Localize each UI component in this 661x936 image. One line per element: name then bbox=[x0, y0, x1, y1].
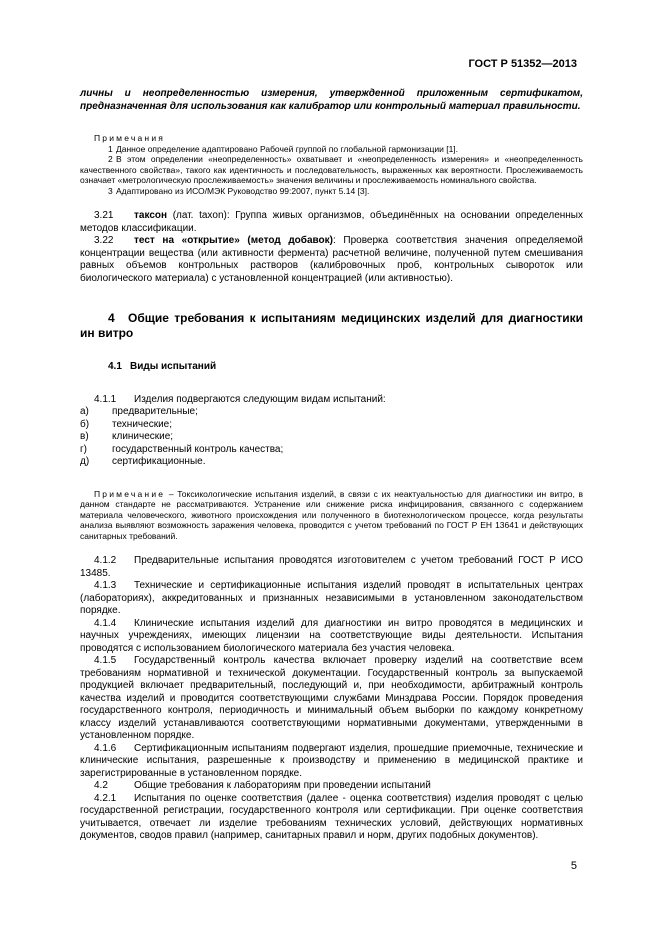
note-item: 1 Данное определение адаптировано Рабочей группой по глобальной гармонизации [1]. bbox=[108, 143, 459, 154]
list-item: а) предварительные; bbox=[80, 406, 198, 417]
term-3-21: 3.21 таксон (лат. taxon): Группа живых организмов, объединённых на основании определенных методов классификации. bbox=[80, 210, 583, 234]
note-toxicology: Примечание – Токсикологические испытания изделий, в связи с их неактуальностью для диагностики ин витро, в данном стандарте не рассматриваются. Устранение или снижение риска инфицирования, связанного с содержанием материала человеческого, животного происхождения или полученного в биотехнологическом процессе, когда результаты анализа выявляют возможность заражения человека, проводится с учетом требований по ГОСТ Р ЕН 13641 и действующих санитарных требований. bbox=[80, 488, 583, 541]
section-4-heading: 4 Общие требования к испытаниям медицинских изделий для диагностики ин витро bbox=[80, 311, 583, 340]
subsection-4-2-heading: 4.2 Общие требования к лабораториям при проведении испытаний bbox=[94, 780, 431, 791]
subsection-4-1-heading: 4.1 Виды испытаний bbox=[108, 361, 217, 372]
paragraph-4-1-4: 4.1.4 Клинические испытания изделий для диагностики ин витро проводятся в медицинских и научных учреждениях, имеющих лицензии на соответствующие виды деятельности. Испытания проводятся с использованием биологического материала без участия человека. bbox=[80, 617, 583, 654]
paragraph-4-1-5: 4.1.5 Государственный контроль качества включает проверку изделий на соответствие всем требованиям нормативной и технической документации. Государственный контроль за выпускаемой продукцией включает предварительный, последующий и, при необходимости, арбитражный контроль качества изделий и проводится соответствующими службами Минздрава России. Порядок проведения государственного контроля, периодичность и минимальный объем выборки по каждому конкретному классу изделий устанавливаются соответствующими нормативными документами, утвержденными в установленном порядке. bbox=[80, 655, 583, 741]
paragraph-4-2-1: 4.2.1 Испытания по оценке соответствия (далее - оценка соответствия) изделия проводят с целью государственной регистрации, государственного контроля или сертификации. При оценке соответствия учитывается, отвечает ли изделие требованиям технических условий, действующих нормативных документов, сводов правил (например, санитарных правил и норм, других подобных документов). bbox=[80, 792, 583, 841]
term-3-22: 3.22 тест на «открытие» (метод добавок): Проверка соответствия значения определяемой концентрации вещества (или активности фермента) расчетной величине, полученной путем смешивания равных объемов контрольных растворов (калибровочных проб, контрольных сывороток или биологического материала) с установленной концентрацией (или активностью). bbox=[80, 235, 584, 284]
standard-code: ГОСТ Р 51352—2013 bbox=[468, 58, 577, 70]
list-item: б) технические; bbox=[80, 418, 172, 430]
term-name: таксон bbox=[134, 210, 168, 221]
note-item: 3 Адаптировано из ИСО/МЭК Руководство 99:2007, пункт 5.14 [3]. bbox=[108, 185, 370, 196]
intro-text: личны и неопределенностью измерения, утвержденной приложенным сертификатом, предназначенная для использования как калибратор или контрольный материал правильности. bbox=[80, 88, 583, 112]
notes-block bbox=[80, 133, 583, 196]
paragraphs-block bbox=[80, 555, 583, 843]
paragraph-4-1-3: 4.1.3 Технические и сертификационные испытания изделий проводят в испытательных центрах (лабораториях), аккредитованных и признанных независимыми в установленном законодательством порядке. bbox=[80, 580, 583, 616]
paragraph-4-1-2: 4.1.2 Предварительные испытания проводятся изготовителем с учетом требований ГОСТ Р ИСО 13485. bbox=[80, 555, 583, 579]
term-name: тест на «открытие» (метод добавок) bbox=[134, 235, 333, 246]
notes-title: Примечания bbox=[94, 133, 166, 143]
paragraph-4-1-6: 4.1.6 Сертификационным испытаниям подвергают изделия, прошедшие приемочные, технические и клинические испытания, разрешенные к производству и применению в медицинской практике и зарегистрированные в установленном порядке. bbox=[80, 742, 583, 779]
list-item: г) государственный контроль качества; bbox=[80, 443, 284, 455]
paragraph-4-1-1: 4.1.1 Изделия подвергаются следующим видам испытаний: bbox=[94, 393, 386, 405]
note-item: 2 В этом определении «неопределенность» охватывает и «неопределенность измерения» и «неопределенность качественного свойства», такого как идентичность и последовательность, выраженных как вероятности. Прослеживаемость означает «метрологическую прослеживаемость» значения величины и прослеживаемость номинального свойства. bbox=[80, 154, 583, 185]
test-types-list bbox=[80, 406, 583, 469]
page-number: 5 bbox=[570, 860, 577, 872]
list-item: д) сертификационные. bbox=[80, 456, 206, 467]
list-item: в) клинические; bbox=[80, 431, 174, 442]
page-content bbox=[80, 88, 583, 843]
